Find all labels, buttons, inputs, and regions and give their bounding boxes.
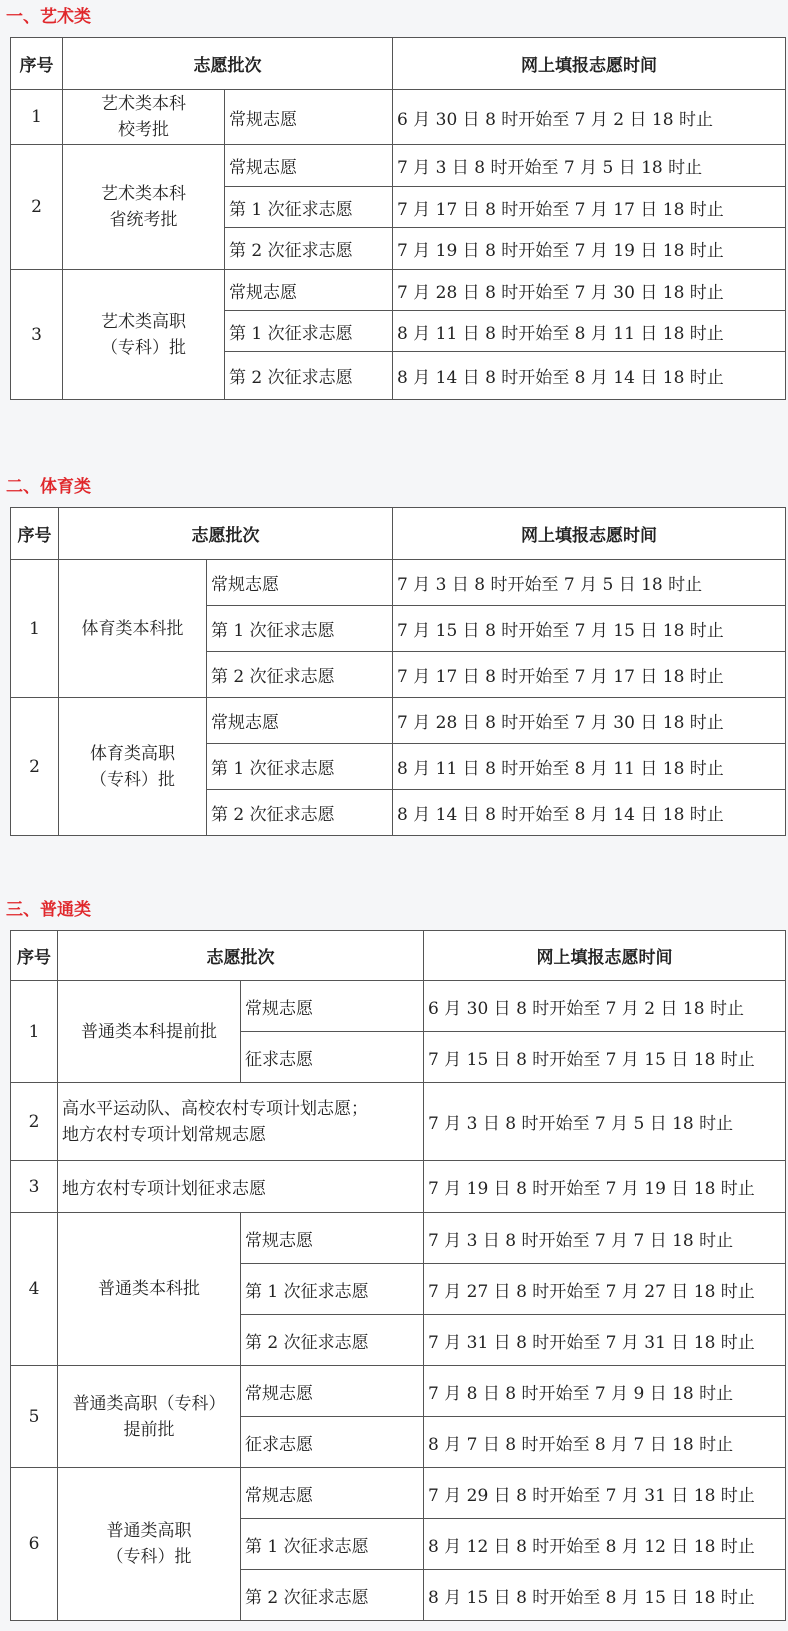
volunteer-type: 第 2 次征求志愿 <box>225 228 393 270</box>
fill-time: 7 月 17 日 8 时开始至 7 月 17 日 18 时止 <box>393 652 786 698</box>
volunteer-type: 征求志愿 <box>241 1032 424 1083</box>
volunteer-type: 第 2 次征求志愿 <box>207 790 393 836</box>
volunteer-type: 第 2 次征求志愿 <box>207 652 393 698</box>
table-row <box>11 981 786 1032</box>
batch-name: 体育类本科批 <box>59 560 207 698</box>
batch-name: 体育类高职 （专科）批 <box>59 698 207 836</box>
fill-time: 7 月 31 日 8 时开始至 7 月 31 日 18 时止 <box>424 1315 786 1366</box>
fill-time: 6 月 30 日 8 时开始至 7 月 2 日 18 时止 <box>393 90 786 145</box>
table-row <box>11 270 786 311</box>
table-header-row <box>11 38 786 90</box>
row-no: 2 <box>11 698 59 836</box>
volunteer-type: 征求志愿 <box>241 1417 424 1468</box>
batch-name: 艺术类本科 省统考批 <box>63 145 225 270</box>
section-title-general: 三、普通类 <box>6 900 91 920</box>
fill-time: 7 月 8 日 8 时开始至 7 月 9 日 18 时止 <box>424 1366 786 1417</box>
table-header-row <box>11 508 786 560</box>
volunteer-type: 常规志愿 <box>241 981 424 1032</box>
batch-name: 艺术类高职 （专科）批 <box>63 270 225 400</box>
volunteer-type: 常规志愿 <box>225 145 393 187</box>
fill-time: 7 月 27 日 8 时开始至 7 月 27 日 18 时止 <box>424 1264 786 1315</box>
general-schedule-table <box>10 930 786 1621</box>
fill-time: 7 月 15 日 8 时开始至 7 月 15 日 18 时止 <box>393 606 786 652</box>
fill-time: 7 月 29 日 8 时开始至 7 月 31 日 18 时止 <box>424 1468 786 1519</box>
volunteer-type: 常规志愿 <box>225 90 393 145</box>
header-batch: 志愿批次 <box>58 931 424 981</box>
table-row <box>11 1083 786 1161</box>
fill-time: 7 月 15 日 8 时开始至 7 月 15 日 18 时止 <box>424 1032 786 1083</box>
header-no: 序号 <box>11 931 58 981</box>
row-no: 3 <box>11 270 63 400</box>
volunteer-type: 第 1 次征求志愿 <box>225 187 393 228</box>
fill-time: 8 月 15 日 8 时开始至 8 月 15 日 18 时止 <box>424 1570 786 1621</box>
row-no: 2 <box>11 145 63 270</box>
fill-time: 8 月 7 日 8 时开始至 8 月 7 日 18 时止 <box>424 1417 786 1468</box>
batch-name: 艺术类本科 校考批 <box>63 90 225 145</box>
fill-time: 7 月 28 日 8 时开始至 7 月 30 日 18 时止 <box>393 270 786 311</box>
table-row <box>11 1161 786 1213</box>
row-no: 2 <box>11 1083 58 1161</box>
table-header-row <box>11 931 786 981</box>
fill-time: 7 月 3 日 8 时开始至 7 月 5 日 18 时止 <box>424 1083 786 1161</box>
row-no: 4 <box>11 1213 58 1366</box>
volunteer-type: 常规志愿 <box>241 1468 424 1519</box>
header-time: 网上填报志愿时间 <box>393 508 786 560</box>
fill-time: 7 月 3 日 8 时开始至 7 月 7 日 18 时止 <box>424 1213 786 1264</box>
header-batch: 志愿批次 <box>63 38 393 90</box>
batch-name: 普通类高职（专科） 提前批 <box>58 1366 241 1468</box>
fill-time: 7 月 17 日 8 时开始至 7 月 17 日 18 时止 <box>393 187 786 228</box>
row-no: 1 <box>11 90 63 145</box>
volunteer-type: 常规志愿 <box>241 1366 424 1417</box>
fill-time: 7 月 3 日 8 时开始至 7 月 5 日 18 时止 <box>393 145 786 187</box>
header-time: 网上填报志愿时间 <box>393 38 786 90</box>
fill-time: 8 月 14 日 8 时开始至 8 月 14 日 18 时止 <box>393 352 786 400</box>
fill-time: 7 月 19 日 8 时开始至 7 月 19 日 18 时止 <box>393 228 786 270</box>
volunteer-type: 第 2 次征求志愿 <box>241 1570 424 1621</box>
header-batch: 志愿批次 <box>59 508 393 560</box>
row-no: 1 <box>11 981 58 1083</box>
table-row <box>11 698 786 744</box>
batch-name: 普通类本科提前批 <box>58 981 241 1083</box>
table-row <box>11 1213 786 1264</box>
fill-time: 8 月 12 日 8 时开始至 8 月 12 日 18 时止 <box>424 1519 786 1570</box>
fill-time: 8 月 11 日 8 时开始至 8 月 11 日 18 时止 <box>393 744 786 790</box>
sports-schedule-table <box>10 507 786 836</box>
fill-time: 8 月 11 日 8 时开始至 8 月 11 日 18 时止 <box>393 311 786 352</box>
section-title-sports: 二、体育类 <box>6 477 91 497</box>
volunteer-type: 第 1 次征求志愿 <box>241 1519 424 1570</box>
fill-time: 7 月 28 日 8 时开始至 7 月 30 日 18 时止 <box>393 698 786 744</box>
header-no: 序号 <box>11 38 63 90</box>
volunteer-type: 常规志愿 <box>207 560 393 606</box>
fill-time: 7 月 3 日 8 时开始至 7 月 5 日 18 时止 <box>393 560 786 606</box>
volunteer-type: 第 1 次征求志愿 <box>207 606 393 652</box>
batch-name: 普通类高职 （专科）批 <box>58 1468 241 1621</box>
batch-name: 普通类本科批 <box>58 1213 241 1366</box>
table-row <box>11 1468 786 1519</box>
row-no: 3 <box>11 1161 58 1213</box>
fill-time: 7 月 19 日 8 时开始至 7 月 19 日 18 时止 <box>424 1161 786 1213</box>
section-title-art: 一、艺术类 <box>6 7 91 27</box>
batch-name: 高水平运动队、高校农村专项计划志愿； 地方农村专项计划常规志愿 <box>58 1083 424 1161</box>
header-no: 序号 <box>11 508 59 560</box>
volunteer-type: 第 1 次征求志愿 <box>241 1264 424 1315</box>
volunteer-type: 第 1 次征求志愿 <box>207 744 393 790</box>
art-schedule-table <box>10 37 786 400</box>
row-no: 6 <box>11 1468 58 1621</box>
table-row <box>11 560 786 606</box>
row-no: 5 <box>11 1366 58 1468</box>
row-no: 1 <box>11 560 59 698</box>
volunteer-type: 常规志愿 <box>241 1213 424 1264</box>
table-row <box>11 90 786 145</box>
volunteer-type: 第 2 次征求志愿 <box>241 1315 424 1366</box>
volunteer-type: 第 1 次征求志愿 <box>225 311 393 352</box>
table-row <box>11 1366 786 1417</box>
volunteer-type: 常规志愿 <box>207 698 393 744</box>
fill-time: 8 月 14 日 8 时开始至 8 月 14 日 18 时止 <box>393 790 786 836</box>
header-time: 网上填报志愿时间 <box>424 931 786 981</box>
volunteer-type: 第 2 次征求志愿 <box>225 352 393 400</box>
volunteer-type: 常规志愿 <box>225 270 393 311</box>
batch-name: 地方农村专项计划征求志愿 <box>58 1161 424 1213</box>
table-row <box>11 145 786 187</box>
fill-time: 6 月 30 日 8 时开始至 7 月 2 日 18 时止 <box>424 981 786 1032</box>
